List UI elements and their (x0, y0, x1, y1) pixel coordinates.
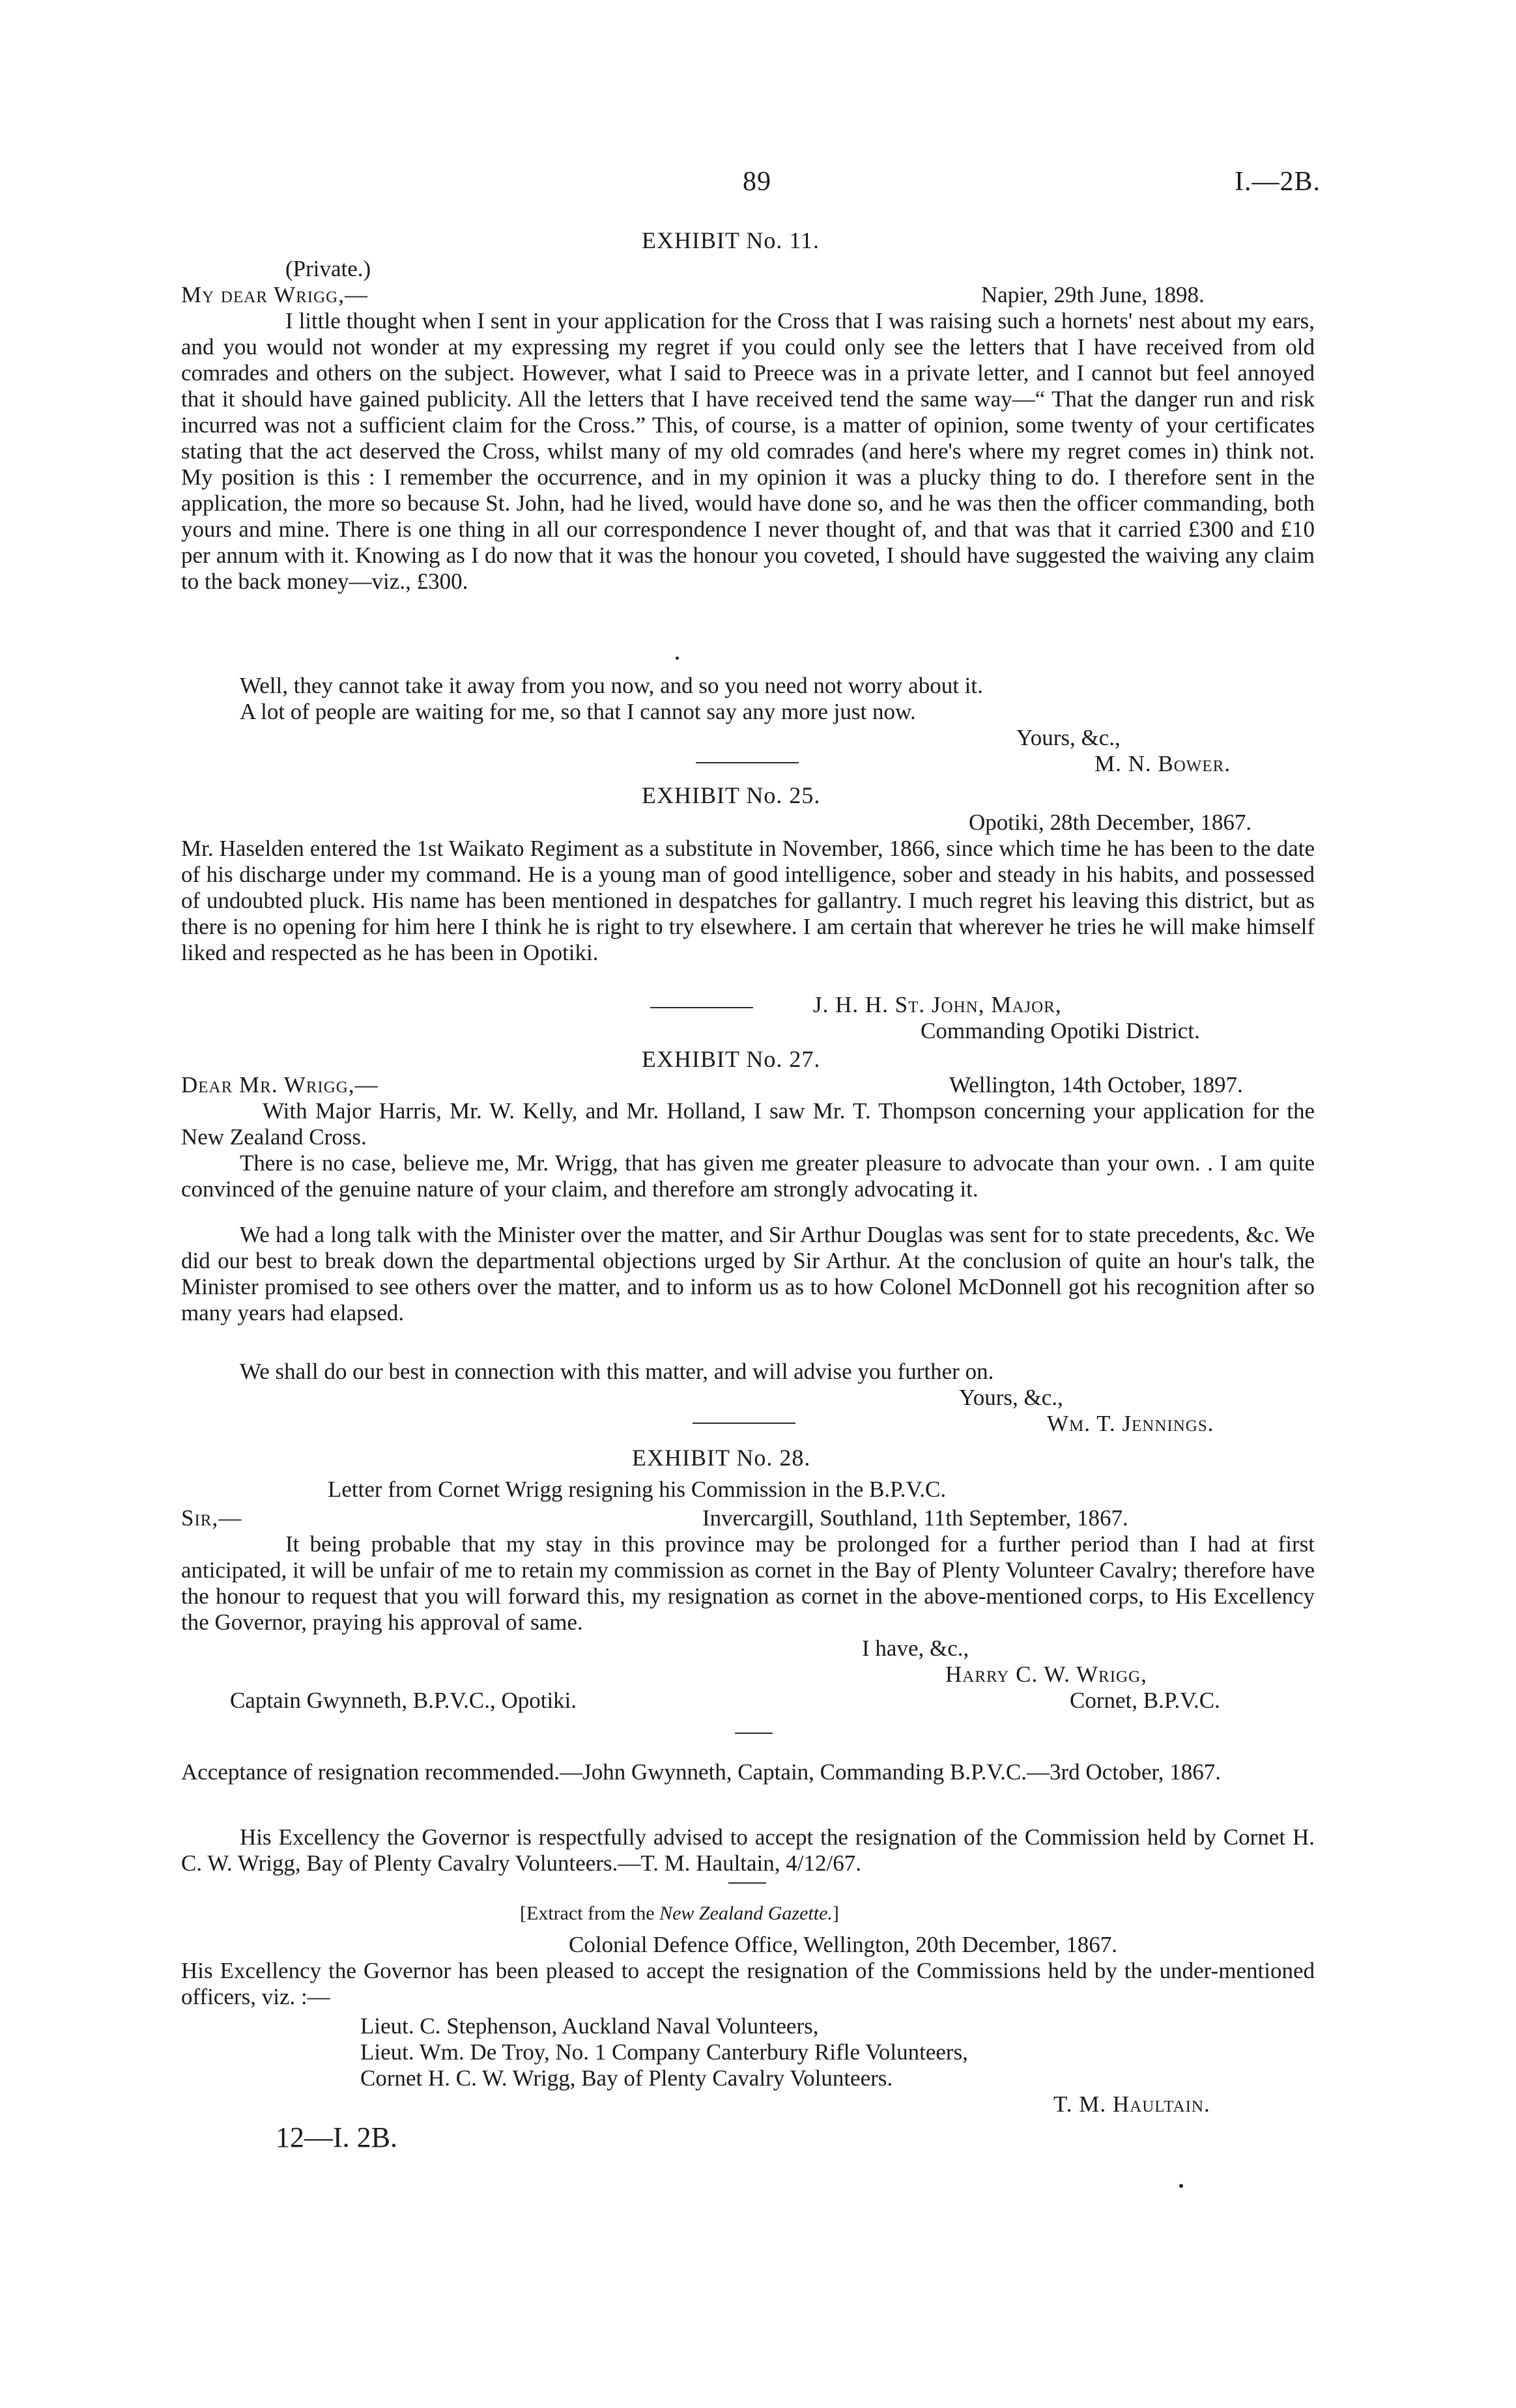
sheet-signature-mark: 12—I. 2B. (276, 2121, 397, 2153)
exhibit-27-closing: Yours, &c., (959, 1385, 1063, 1410)
exhibit-25-place-date: Opotiki, 28th December, 1867. (969, 810, 1252, 835)
exhibit-11-paragraph-2: Well, they cannot take it away from you now, and so you need not worry about it. (240, 673, 983, 698)
gazette-officer-3: Cornet H. C. W. Wrigg, Bay of Plenty Cavalry Volunteers. (360, 2065, 893, 2091)
exhibit-27-paragraph-3: We had a long talk with the Minister over the matter, and Sir Arthur Douglas was sent for to state precedents, &c. We did our best to break down the departmental objections urged by Sir Arthur. At the conclusion of quite an hour's talk, the Minister promised to see others over the matter, and to inform us as to how Colonel McDonnell got his recognition after so many years had elapsed. (181, 1222, 1315, 1325)
exhibit-27-paragraph-1: With Major Harris, Mr. W. Kelly, and Mr. Holland, I saw Mr. T. Thompson concerning your application for the New Zealand Cross. (181, 1098, 1315, 1150)
exhibit-25-signature-title: Commanding Opotiki District. (921, 1018, 1200, 1043)
exhibit-27-paragraph-2: There is no case, believe me, Mr. Wrigg, that has given me greater pleasure to advocate than your own. . I am quite convinced of the genuine nature of your claim, and therefore am strongly advocating it. (181, 1150, 1315, 1202)
exhibit-25-signature: J. H. H. St. John, Major, (813, 992, 1062, 1017)
gazette-extract-heading: [Extract from the New Zealand Gazette.] (520, 1903, 839, 1924)
exhibit-25-paragraph-1: Mr. Haselden entered the 1st Waikato Regiment as a substitute in November, 1866, since which time he has been to the date of his discharge under my command. He is a young man of good intelligence, sober and steady in his habits, and possessed of undoubted pluck. His name has been mentioned in despatches for gallantry. I much regret his leaving this district, but as there is no opening for him here I think he is right to try elsewhere. I am certain that wherever he tries he will make himself liked and respected as he has been in Opotiki. (181, 836, 1315, 965)
page-number: 89 (743, 167, 771, 197)
section-divider (696, 762, 799, 763)
section-divider (693, 1423, 795, 1424)
exhibit-28-addressee: Captain Gwynneth, B.P.V.C., Opotiki. (230, 1688, 577, 1713)
exhibit-28-title: EXHIBIT No. 28. (632, 1445, 811, 1471)
gazette-officer-2: Lieut. Wm. De Troy, No. 1 Company Canterbury Rifle Volunteers, (360, 2039, 968, 2065)
exhibit-11-paragraph-1: I little thought when I sent in your application for the Cross that I was raising such a hornets' nest about my ears, and you would not wonder at my expressing my regret if you could only see the letters that I have received from old comrades and others on the subject. However, what I said to Preece was in a private letter, and I cannot but feel annoyed that it should have gained publicity. All the letters that I have received tend the same way—“ That the danger run and risk incurred was not a sufficient claim for the Cross.” This, of course, is a matter of opinion, some twenty of your certificates stating that the act deserved the Cross, whilst many of my old comrades (and here's where my regret comes in) think not. My position is this : I remember the occurrence, and in my opinion it was a plucky thing to do. I therefore sent in the application, the more so because St. John, had he lived, would have done so, and he was then the officer commanding, both yours and mine. There is one thing in all our correspondence I never thought of, and that was that it carried £300 and £10 per annum with it. Knowing as I do now that it was the honour you coveted, I should have suggested the waiving any claim to the back money—viz., £300. (181, 308, 1315, 594)
gazette-paragraph-1: His Excellency the Governor has been pleased to accept the resignation of the Commissions held by the under-mentioned officers, viz. :— (181, 1958, 1315, 2009)
exhibit-11-paragraph-3: A lot of people are waiting for me, so that I cannot say any more just now. (240, 699, 916, 724)
exhibit-28-paragraph-1: It being probable that my stay in this province may be prolonged for a further period than I had at first anticipated, it will be unfair of me to retain my commission as cornet in the Bay of Plenty Volunteer Cavalry; therefore have the honour to request that you will forward this, my resignation as cornet in the above-mentioned corps, to His Excellency the Governor, praying his approval of same. (181, 1531, 1315, 1635)
gazette-place-date: Colonial Defence Office, Wellington, 20th December, 1867. (569, 1932, 1118, 1957)
exhibit-11-salutation: My dear Wrigg,— (181, 282, 368, 307)
ink-speck (676, 657, 679, 660)
exhibit-28-place-date: Invercargill, Southland, 11th September, 1867. (702, 1505, 1128, 1531)
exhibit-25-title: EXHIBIT No. 25. (642, 782, 821, 808)
exhibit-11-private-note: (Private.) (285, 256, 371, 281)
exhibit-28-signature-title: Cornet, B.P.V.C. (1070, 1688, 1220, 1713)
exhibit-27-salutation: Dear Mr. Wrigg,— (181, 1072, 379, 1098)
exhibit-27-title: EXHIBIT No. 27. (642, 1046, 821, 1072)
exhibit-11-closing: Yours, &c., (1016, 725, 1121, 750)
exhibit-28-closing: I have, &c., (862, 1636, 969, 1661)
exhibit-28-advice: His Excellency the Governor is respectfully advised to accept the resignation of the Commission held by Cornet H. C. W. Wrigg, Bay of Plenty Cavalry Volunteers.—T. M. Haultain, 4/12/67. (181, 1824, 1315, 1876)
document-reference: I.—2B. (1235, 167, 1321, 197)
section-divider (650, 1007, 753, 1008)
exhibit-28-acceptance: Acceptance of resignation recommended.—John Gwynneth, Captain, Commanding B.P.V.C.—3rd October, 1867. (181, 1759, 1221, 1785)
short-divider (728, 1882, 766, 1884)
short-divider (735, 1733, 773, 1734)
ink-speck (1179, 2184, 1183, 2188)
exhibit-27-place-date: Wellington, 14th October, 1897. (949, 1072, 1243, 1098)
exhibit-27-paragraph-4: We shall do our best in connection with this matter, and will advise you further on. (240, 1359, 994, 1384)
exhibit-28-subtitle: Letter from Cornet Wrigg resigning his Commission in the B.P.V.C. (328, 1477, 947, 1502)
exhibit-11-place-date: Napier, 29th June, 1898. (981, 282, 1205, 307)
exhibit-28-signature: Harry C. W. Wrigg, (945, 1662, 1147, 1687)
exhibit-28-salutation: Sir,— (181, 1505, 242, 1531)
gazette-name: New Zealand Gazette. (659, 1903, 833, 1924)
gazette-signature: T. M. Haultain. (1053, 2091, 1210, 2117)
exhibit-11-signature: M. N. Bower. (1094, 751, 1231, 776)
exhibit-11-title: EXHIBIT No. 11. (642, 227, 820, 253)
exhibit-27-signature: Wm. T. Jennings. (1047, 1411, 1214, 1436)
gazette-officer-1: Lieut. C. Stephenson, Auckland Naval Volunteers, (360, 2013, 819, 2039)
